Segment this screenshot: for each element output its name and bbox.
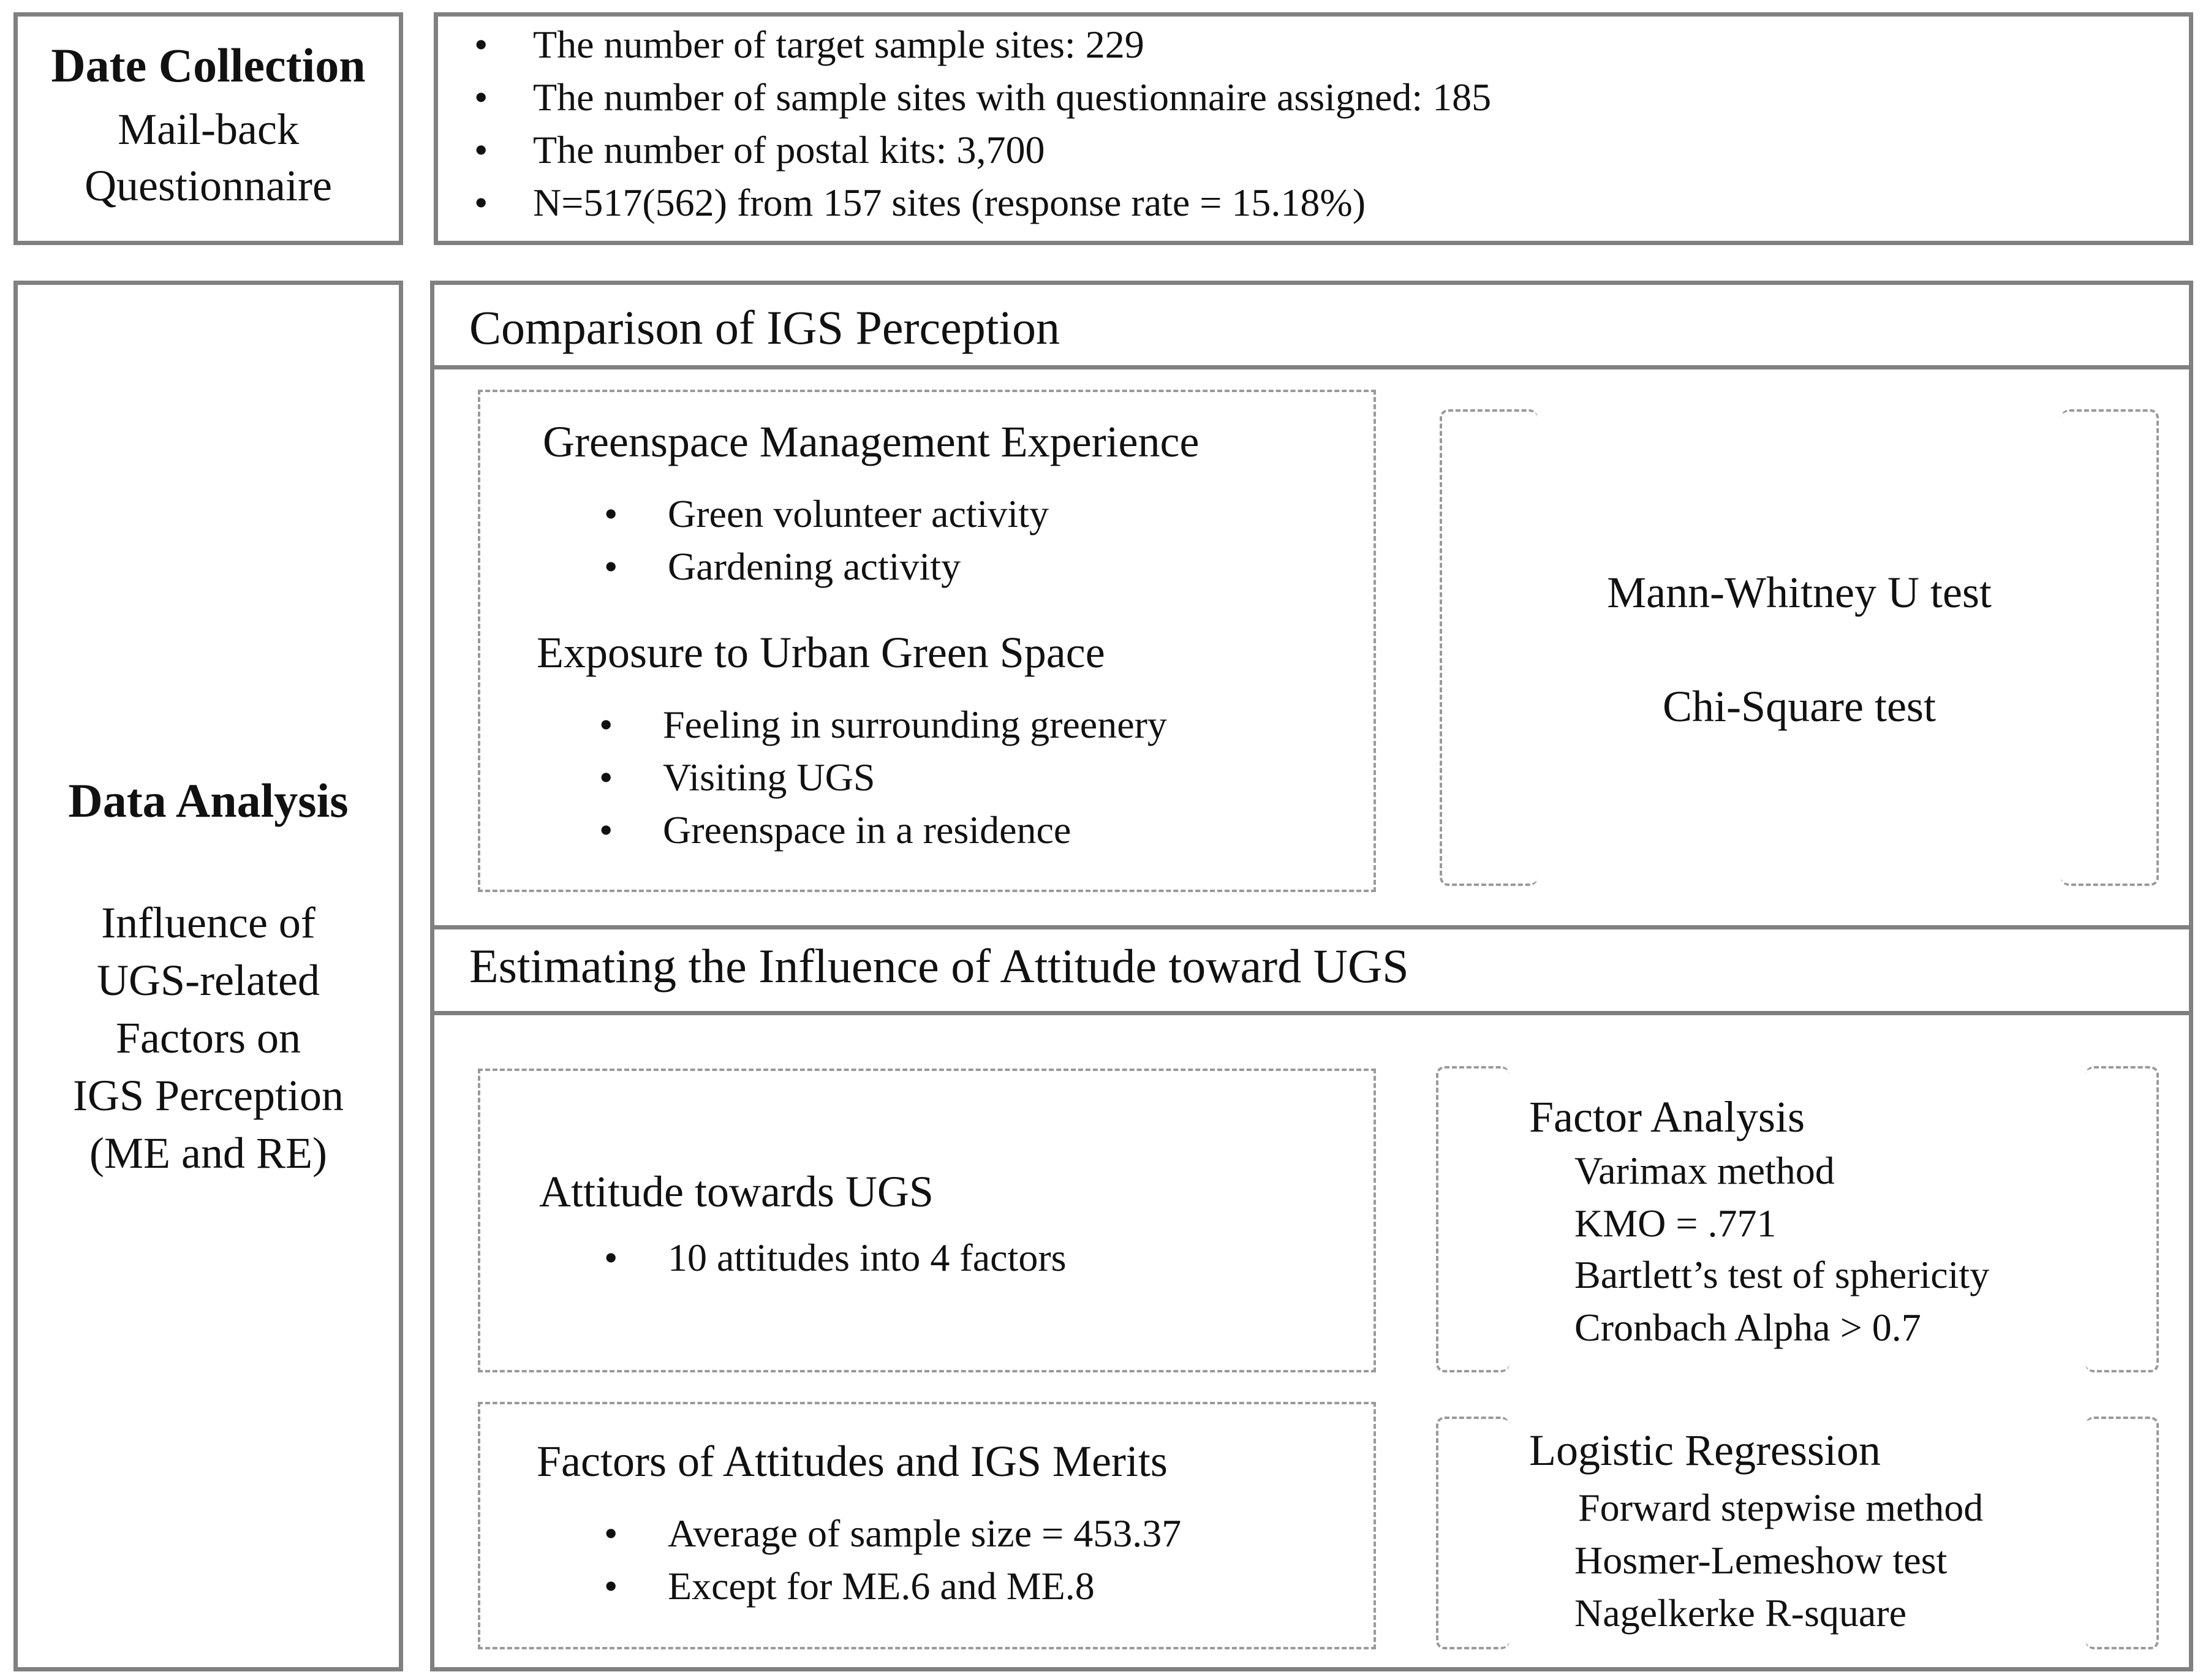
analysis-subtitle-line: UGS-related (97, 956, 320, 1005)
list-item: • Except for ME.6 and ME.8 (668, 1560, 1181, 1613)
factor-analysis-item: Bartlett’s test of sphericity (1574, 1253, 1990, 1296)
mann-whitney-test: Mann-Whitney U test (1607, 568, 1992, 617)
factor-analysis-item: Varimax method (1574, 1149, 1835, 1192)
analysis-subtitle-line: Factors on (116, 1013, 301, 1062)
collection-bullet: • The number of target sample sites: 229 (533, 18, 1491, 71)
logistic-regression-item: Nagelkerke R-square (1574, 1591, 1906, 1635)
analysis-subtitle-line: (ME and RE) (89, 1129, 327, 1178)
factor-analysis-title: Factor Analysis (1529, 1092, 1805, 1141)
collection-bullet-list (533, 18, 1491, 229)
comparison-tests-bracket-right (2061, 409, 2159, 886)
divider-line (430, 365, 2193, 369)
collection-bullet: • The number of postal kits: 3,700 (533, 124, 1491, 176)
analysis-title: Data Analysis (68, 774, 349, 827)
attitude-title: Attitude towards UGS (539, 1167, 934, 1216)
factor-analysis-item: Cronbach Alpha > 0.7 (1574, 1306, 1921, 1349)
analysis-subtitle-line: Influence of (101, 898, 316, 947)
attitude-list (668, 1232, 1067, 1284)
divider-line (430, 925, 2193, 929)
analysis-subtitle-line: IGS Perception (73, 1071, 344, 1120)
attitude-merits-list (668, 1507, 1181, 1613)
comparison-tests-bracket-left (1440, 409, 1538, 886)
list-item: • Gardening activity (668, 540, 1049, 593)
collection-bullet: • The number of sample sites with questionnaire assigned: 185 (533, 71, 1491, 124)
comparison-heading: Comparison of IGS Perception (469, 301, 1060, 354)
list-item: • 10 attitudes into 4 factors (668, 1232, 1067, 1284)
logistic-regression-item: Hosmer-Lemeshow test (1574, 1538, 1948, 1582)
collection-method-line1: Mail-back (118, 105, 299, 154)
list-item: • Visiting UGS (663, 751, 1167, 804)
exposure-title: Exposure to Urban Green Space (537, 628, 1105, 677)
factor-analysis-item: KMO = .771 (1574, 1201, 1777, 1245)
attitude-merits-title: Factors of Attitudes and IGS Merits (537, 1437, 1168, 1486)
chi-square-test: Chi-Square test (1663, 682, 1936, 731)
collection-bullet: • N=517(562) from 157 sites (response rate = 15.18%) (533, 176, 1491, 229)
logistic-regression-title: Logistic Regression (1529, 1426, 1881, 1475)
logistic-regression-bracket-right (2085, 1417, 2159, 1649)
greenspace-management-list (668, 488, 1049, 593)
divider-line (430, 1011, 2193, 1015)
collection-title: Date Collection (51, 39, 366, 92)
attitude-panel (478, 1069, 1376, 1372)
list-item: • Average of sample size = 453.37 (668, 1507, 1181, 1560)
logistic-regression-bracket-left (1436, 1417, 1510, 1649)
list-item: • Feeling in surrounding greenery (663, 698, 1167, 751)
factor-analysis-bracket-right (2085, 1066, 2159, 1372)
collection-method-line2: Questionnaire (85, 161, 332, 210)
estimating-heading: Estimating the Influence of Attitude toward UGS (469, 939, 1409, 993)
logistic-regression-item: Forward stepwise method (1578, 1486, 1984, 1529)
exposure-list (663, 698, 1167, 857)
list-item: • Greenspace in a residence (663, 804, 1167, 857)
list-item: • Green volunteer activity (668, 488, 1049, 540)
greenspace-management-title: Greenspace Management Experience (543, 417, 1200, 466)
factor-analysis-bracket-left (1436, 1066, 1510, 1372)
